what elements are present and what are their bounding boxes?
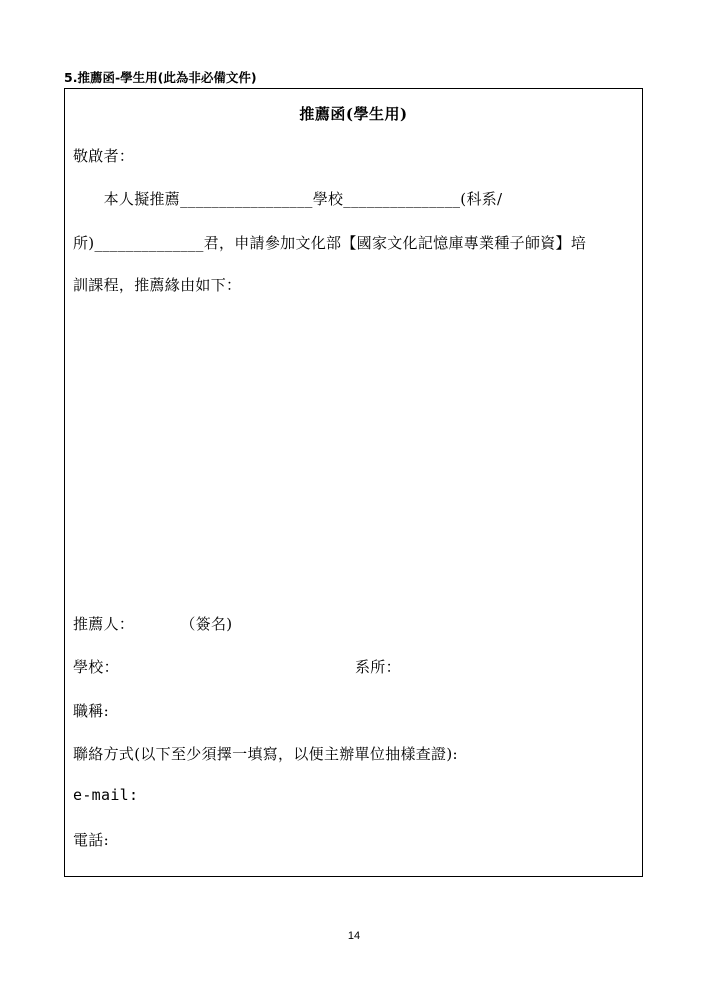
recommendation-letter-box (64, 88, 643, 877)
section-heading: 5.推薦函-學生用(此為非必備文件) (64, 70, 257, 85)
body-line-1: 本人擬推薦_________________學校_______________(科系/ (73, 190, 503, 208)
letter-title: 推薦函(學生用) (299, 105, 408, 123)
recommender-label: 推薦人： （簽名) (73, 615, 233, 633)
page-number: 14 (347, 930, 361, 942)
salutation: 敬啟者： (73, 147, 135, 165)
body-line-2: 所)______________君，申請參加文化部【國家文化記憶庫專業種子師資】培 (73, 234, 587, 252)
contact-heading: 聯絡方式(以下至少須擇一填寫，以便主辦單位抽樣查證): (73, 745, 458, 763)
body-line-3: 訓課程，推薦緣由如下： (73, 276, 242, 294)
phone-label: 電話: (73, 831, 109, 849)
email-label: e-mail: (73, 786, 139, 804)
school-label: 學校： (73, 658, 119, 676)
job-title-label: 職稱: (73, 702, 109, 720)
department-label: 系所： (355, 658, 401, 676)
